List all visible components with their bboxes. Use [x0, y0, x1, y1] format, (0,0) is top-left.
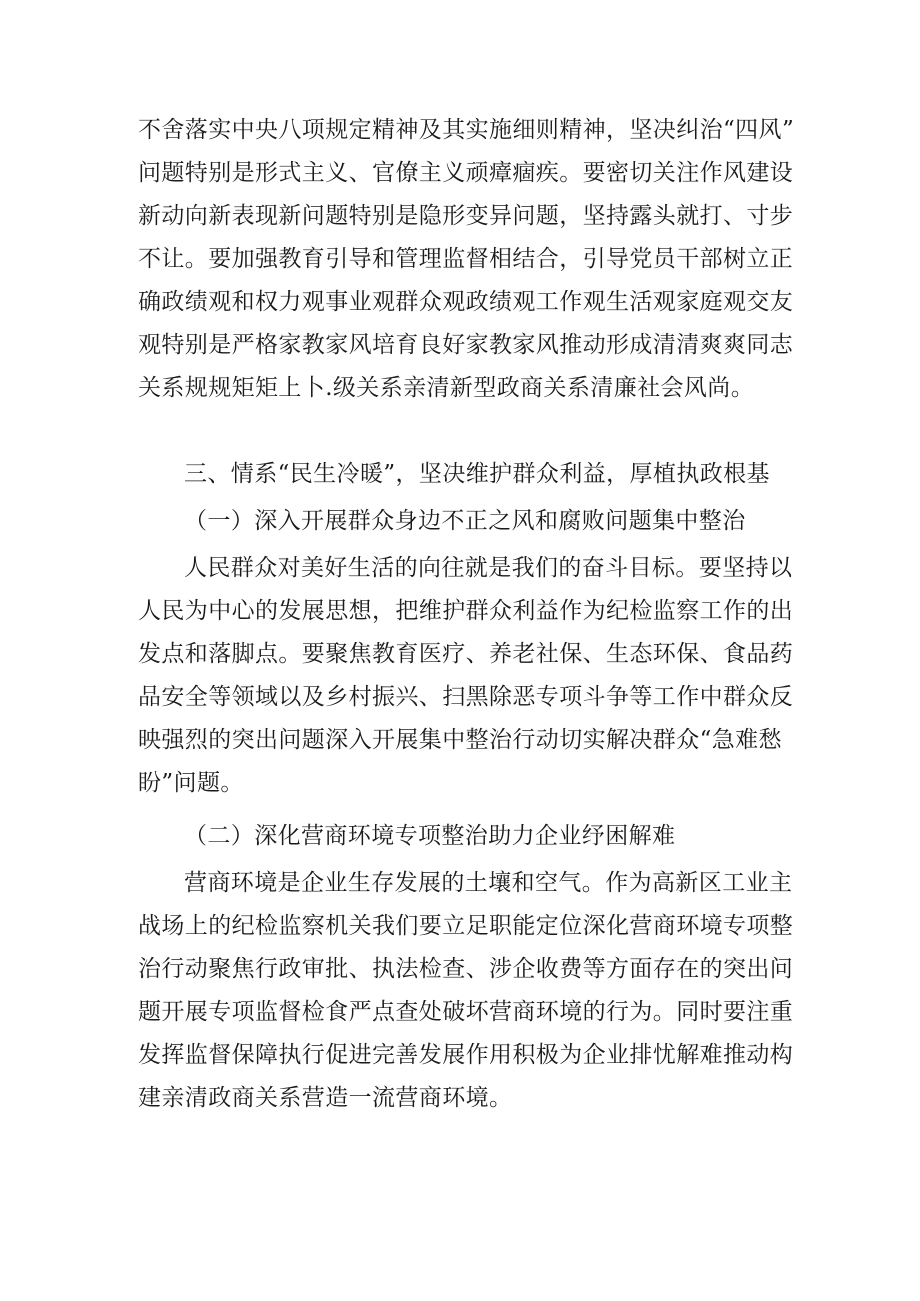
text-line: 人民群众对美好生活的向往就是我们的奋斗目标。要坚持以	[184, 555, 793, 581]
text-line: 映强烈的突出问题深入开展集中整治行动切实解决群众“急难愁	[138, 727, 782, 753]
text-line: 不让。要加强教育引导和管理监督相结合，引导党员干部树立正	[138, 246, 794, 272]
text-line: 战场上的纪检监察机关我们要立足职能定位深化营商环境专项整	[138, 913, 794, 939]
text-line: 营商环境是企业生存发展的土壤和空气。作为高新区工业主	[184, 870, 793, 896]
text-line: 关系规规矩矩上卜.级关系亲清新型政商关系清廉社会风尚。	[138, 375, 755, 401]
text-line: 问题特别是形式主义、官僚主义顽瘴痼疾。要密切关注作风建设	[138, 160, 794, 186]
text-line: 题开展专项监督检食严点查处破坏营商环境的行为。同时要注重	[138, 999, 794, 1025]
text-line: 新动向新表现新问题特别是隐形变异问题，坚持露头就打、寸步	[138, 203, 794, 229]
text-line: 发点和落脚点。要聚焦教育医疗、养老社保、生态环保、食品药	[138, 641, 794, 667]
text-line: 建亲清政商关系营造一流营商环境。	[138, 1085, 513, 1111]
text-line: 发挥监督保障执行促进完善发展作用积极为企业排忧解难推动构	[138, 1042, 794, 1068]
text-line: 观特别是严格家教家风培育良好家教家风推动形成清清爽爽同志	[138, 332, 794, 358]
text-line: 确政绩观和权力观事业观群众观政绩观工作观生活观家庭观交友	[138, 289, 794, 315]
text-line: 治行动聚焦行政审批、执法检查、涉企收费等方面存在的突出问	[138, 956, 794, 982]
text-line: 品安全等领域以及乡村振兴、扫黑除恶专项斗争等工作中群众反	[138, 684, 794, 710]
text-line: 人民为中心的发展思想，把维护群众利益作为纪检监察工作的出	[138, 598, 794, 624]
text-line: 盼”问题。	[138, 770, 244, 796]
heading-line: （一）深入开展群众身边不正之风和腐败问题集中整治	[184, 508, 746, 534]
heading-line: 三、情系“民生冷暖”，坚决维护群众利益，厚植执政根基	[184, 461, 770, 487]
text-line: 不舍落实中央八项规定精神及其实施细则精神，坚决纠治“四风”	[138, 117, 795, 143]
heading-line: （二）深化营商环境专项整治助力企业纾困解难	[184, 823, 676, 849]
